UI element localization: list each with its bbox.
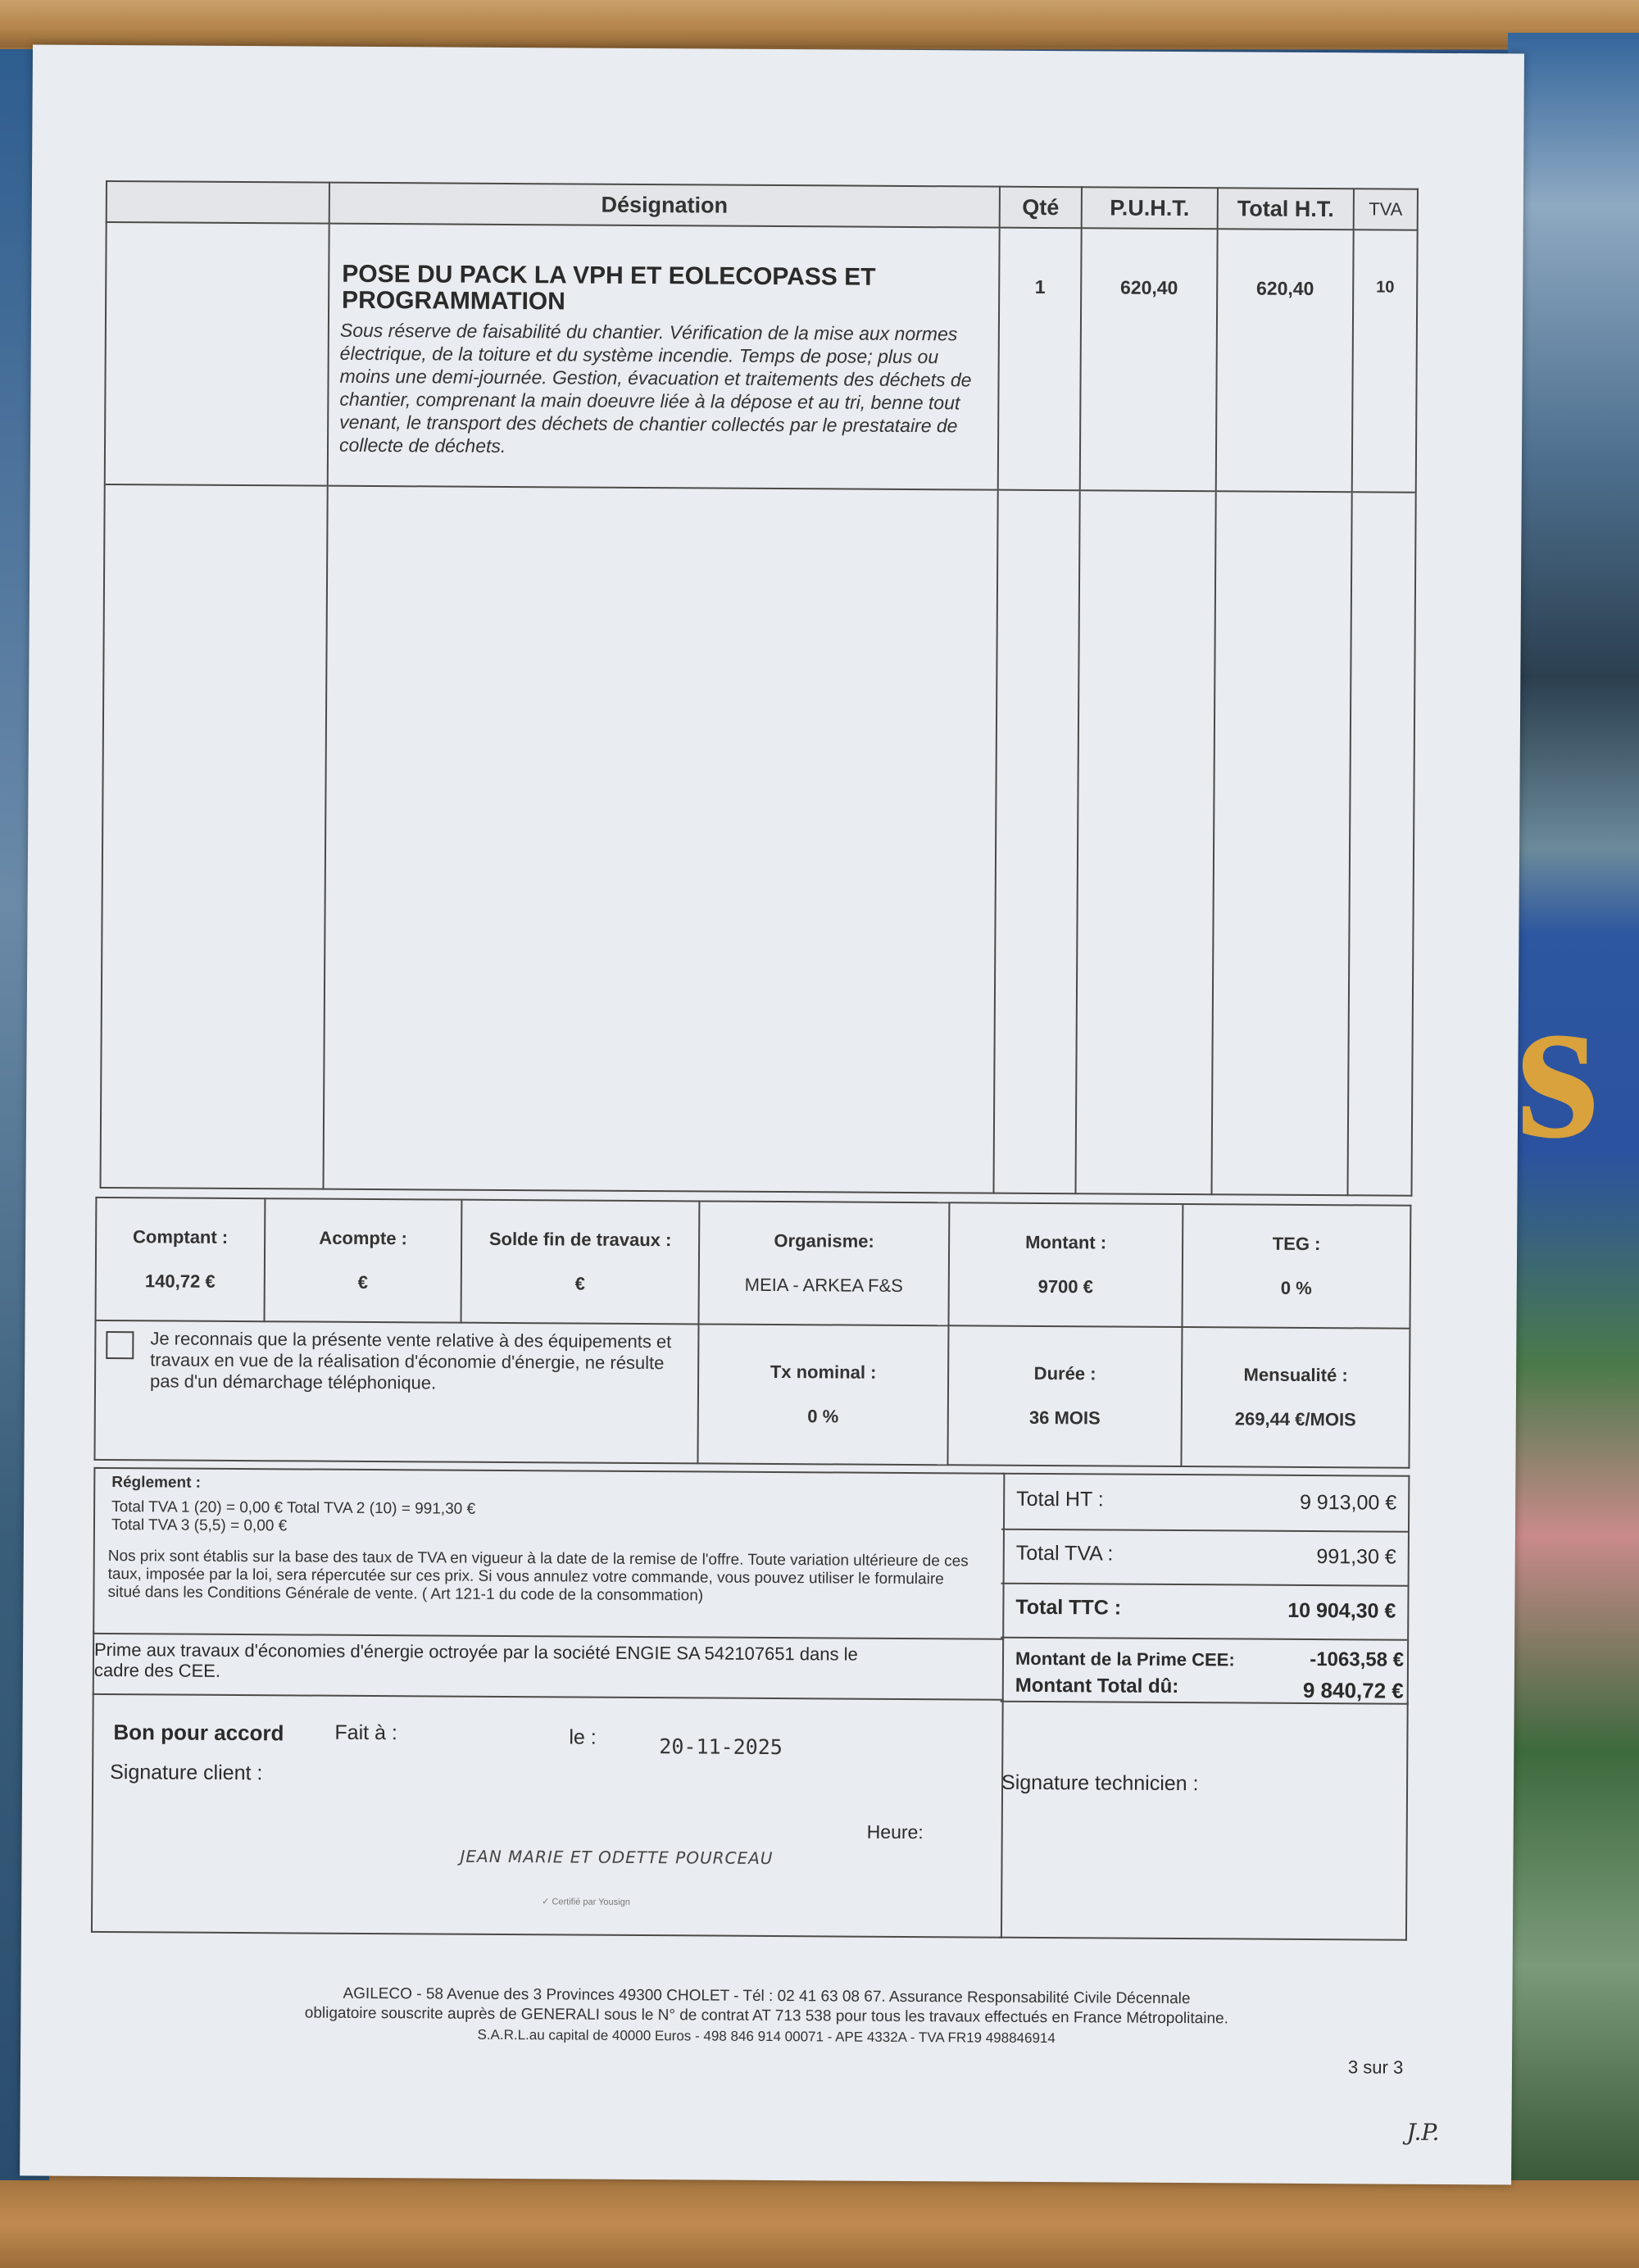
total-ht-value: 9 913,00 € xyxy=(1299,1490,1397,1515)
footer-line-3: S.A.R.L.au capital de 40000 Euros - 498 846 914 00071 - APE 4332A - TVA FR19 498846914 xyxy=(477,2026,1056,2047)
tx-value: 0 % xyxy=(807,1406,839,1427)
invoice-page xyxy=(20,44,1524,2184)
mensualite-cell xyxy=(1181,1327,1410,1468)
payment-financing-table xyxy=(93,1197,1410,1469)
empty-cell xyxy=(1211,491,1351,1195)
reglement-title: Réglement : xyxy=(111,1474,202,1492)
footer-line-2: obligatoire souscrite auprès de GENERALI sous le N° de contrat AT 713 538 pour tous les travaux effectués en France Métropolitaine. xyxy=(304,2004,1228,2028)
item-unit-price: 620,40 xyxy=(1080,228,1218,491)
fait-a-label: Fait à : xyxy=(334,1720,397,1745)
header-total: Total H.T. xyxy=(1218,188,1354,230)
tx-label: Tx nominal : xyxy=(770,1361,877,1383)
bon-pour-accord: Bon pour accord xyxy=(113,1720,284,1746)
comptant-cell xyxy=(96,1198,266,1321)
item-title: POSE DU PACK LA VPH ET EOLECOPASS ET PROGRAMMATION xyxy=(342,260,876,316)
total-du-label: Montant Total dû: xyxy=(1015,1674,1179,1698)
acompte-value: € xyxy=(357,1271,369,1293)
total-ttc-row xyxy=(1001,1583,1407,1641)
header-empty xyxy=(107,181,329,224)
consent-cell xyxy=(94,1320,698,1463)
header-qty: Qté xyxy=(1000,187,1082,229)
technician-signature-label: Signature technicien : xyxy=(1001,1770,1199,1796)
mensualite-value: 269,44 €/MOIS xyxy=(1234,1408,1356,1430)
item-description: Sous réserve de faisabilité du chantier. Vérification de la mise aux normes électrique, de la toiture et du système incendie. Temps de pose; plus ou moins une demi-journée. Gestion, évacuation et traitements des déchets de chantier, comprenant la main doeuvre liée à la dépose et au tri, benne tout venant, le transport des déchets de chantier collectés par le prestataire de collecte de déchets. xyxy=(338,319,972,457)
total-ht-row xyxy=(1001,1475,1408,1533)
yousign-certification: ✓ Certifié par Yousign xyxy=(542,1897,630,1907)
empty-cell xyxy=(100,484,327,1189)
total-tva-row xyxy=(1001,1529,1408,1587)
teg-value: 0 % xyxy=(1280,1277,1312,1299)
header-unit-price: P.U.H.T. xyxy=(1082,187,1218,229)
empty-cell xyxy=(323,486,997,1193)
wood-table-bottom xyxy=(0,2180,1639,2268)
item-qty: 1 xyxy=(998,228,1082,491)
vat-notice: Nos prix sont établis sur la base des taux de TVA en vigueur à la date de la remise de l'offre. Toute variation ultérieure de ces taux, imposée par la loi, sera répercutée sur ces prix. Si vous annulez votre commande, vous pouvez utiliser le formulaire situé dans les Conditions Générale de vente. ( Art 121-1 du code de la consommation) xyxy=(107,1548,969,1605)
solde-cell xyxy=(461,1200,700,1325)
technician-signature-box xyxy=(999,1699,1409,1941)
handwritten-initials: J.P. xyxy=(1406,2118,1440,2146)
empty-cell xyxy=(1075,490,1215,1194)
prime-cee-label: Montant de la Prime CEE: xyxy=(1015,1648,1235,1670)
total-tva-label: Total TVA : xyxy=(1015,1541,1114,1566)
acompte-label: Acompte : xyxy=(319,1227,407,1249)
item-ref-cell xyxy=(105,222,329,486)
mensualite-label: Mensualité : xyxy=(1243,1364,1348,1386)
montant-label: Montant : xyxy=(1025,1231,1107,1253)
acompte-cell xyxy=(265,1198,462,1322)
totals-section xyxy=(91,1467,1409,1984)
footer-line-1: AGILECO - 58 Avenue des 3 Provinces 49300 CHOLET - Tél : 02 41 63 08 67. Assurance Responsabilité Civile Décennale xyxy=(343,1984,1191,2008)
poster-lettering: s xyxy=(1516,947,1600,1183)
montant-cell xyxy=(948,1202,1183,1327)
item-tva: 10 xyxy=(1352,230,1418,492)
consent-text: Je reconnais que la présente vente relative à des équipements et travaux en vue de la réalisation d'économie d'énergie, ne résulte pas d'un démarchage téléphonique. xyxy=(149,1328,672,1393)
client-signature-box xyxy=(91,1693,1004,1938)
total-ttc-label: Total TTC : xyxy=(1015,1595,1122,1620)
item-total: 620,40 xyxy=(1216,229,1354,492)
total-du-value: 9 840,72 € xyxy=(1302,1677,1404,1703)
duree-cell xyxy=(947,1325,1182,1466)
teg-cell xyxy=(1182,1204,1410,1329)
empty-cell xyxy=(993,490,1079,1194)
consent-checkbox[interactable] xyxy=(106,1331,134,1359)
page-number: 3 sur 3 xyxy=(1347,2057,1404,2078)
organisme-cell xyxy=(698,1201,949,1325)
header-tva: TVA xyxy=(1354,189,1418,230)
teg-label: TEG : xyxy=(1272,1233,1321,1255)
reglement-box xyxy=(93,1467,1005,1640)
total-tva-value: 991,30 € xyxy=(1316,1545,1396,1569)
tx-cell xyxy=(697,1324,948,1465)
client-name-signature: JEAN MARIE ET ODETTE POURCEAU xyxy=(460,1846,774,1869)
items-table xyxy=(99,180,1416,1197)
wood-table-top xyxy=(0,0,1639,48)
tva-line-2: Total TVA 3 (5,5) = 0,00 € xyxy=(111,1516,288,1535)
comptant-value: 140,72 € xyxy=(144,1270,216,1292)
prime-box xyxy=(93,1631,1004,1701)
organisme-value: MEIA - ARKEA F&S xyxy=(744,1274,903,1296)
prime-text: Prime aux travaux d'économies d'énergie octroyée par la société ENGIE SA 542107651 dans le cadre des CEE. xyxy=(93,1639,858,1681)
heure-label: Heure: xyxy=(866,1820,924,1843)
total-ht-label: Total HT : xyxy=(1016,1487,1104,1511)
totals-box xyxy=(1001,1473,1410,1705)
tva-line-1: Total TVA 1 (20) = 0,00 € Total TVA 2 (10) = 991,30 € xyxy=(111,1498,476,1518)
signature-date: 20-11-2025 xyxy=(659,1734,783,1760)
comptant-label: Comptant : xyxy=(133,1226,229,1248)
client-signature-label: Signature client : xyxy=(110,1761,263,1785)
header-designation: Désignation xyxy=(329,183,1000,228)
duree-label: Durée : xyxy=(1033,1362,1096,1384)
solde-value: € xyxy=(574,1273,585,1294)
organisme-label: Organisme: xyxy=(774,1229,874,1252)
total-ttc-value: 10 904,30 € xyxy=(1287,1598,1396,1623)
empty-cell xyxy=(1347,492,1415,1195)
duree-value: 36 MOIS xyxy=(1028,1407,1101,1429)
montant-value: 9700 € xyxy=(1037,1275,1094,1298)
solde-label: Solde fin de travaux : xyxy=(488,1228,672,1251)
date-label: le : xyxy=(569,1725,597,1749)
prime-cee-value: -1063,58 € xyxy=(1310,1648,1405,1671)
item-designation-cell xyxy=(328,224,1000,490)
